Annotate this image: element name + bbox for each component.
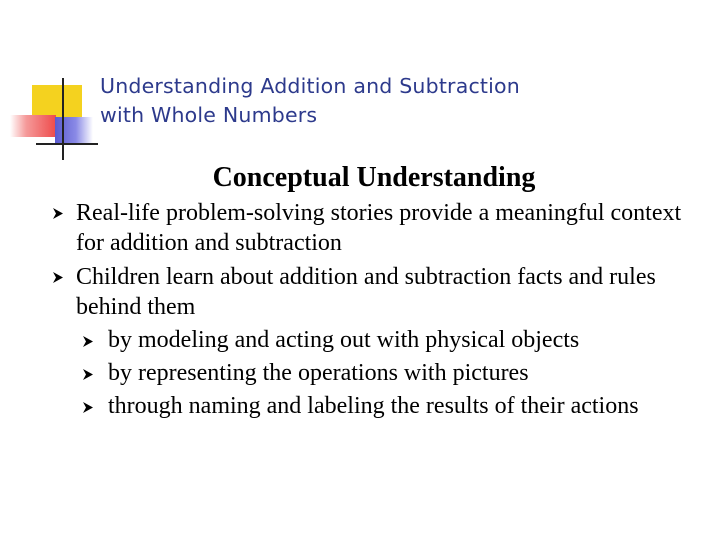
bullet-item xyxy=(0,262,720,421)
slide-title-line-1: Understanding Addition and Subtraction xyxy=(100,74,520,98)
bullet-list xyxy=(0,198,720,425)
decor-horizontal-line xyxy=(36,143,98,145)
arrow-bullet-icon xyxy=(82,401,94,414)
arrow-bullet-icon xyxy=(52,207,64,220)
arrow-bullet-icon xyxy=(52,271,64,284)
sub-bullet-text: through naming and labeling the results of their actions xyxy=(108,393,639,419)
bullet-text: Real-life problem-solving stories provide a meaningful context for addition and subtraction xyxy=(76,200,682,256)
slide-title-line-2: with Whole Numbers xyxy=(100,103,318,127)
sub-bullet-text: by modeling and acting out with physical objects xyxy=(108,327,580,353)
sub-bullet-item xyxy=(76,392,700,421)
sub-bullet-list xyxy=(76,326,700,421)
decor-vertical-line xyxy=(62,78,64,160)
bullet-item xyxy=(0,198,720,258)
decor-blue-bar xyxy=(55,117,93,145)
slide-title xyxy=(100,72,520,130)
sub-bullet-item xyxy=(76,359,700,388)
arrow-bullet-icon xyxy=(82,368,94,381)
slide-subtitle: Conceptual Understanding xyxy=(212,162,536,193)
decor-red-bar xyxy=(10,115,56,137)
sub-bullet-item xyxy=(76,326,700,355)
sub-bullet-text: by representing the operations with pictures xyxy=(108,360,529,386)
bullet-text: Children learn about addition and subtraction facts and rules behind them xyxy=(76,264,656,320)
arrow-bullet-icon xyxy=(82,335,94,348)
